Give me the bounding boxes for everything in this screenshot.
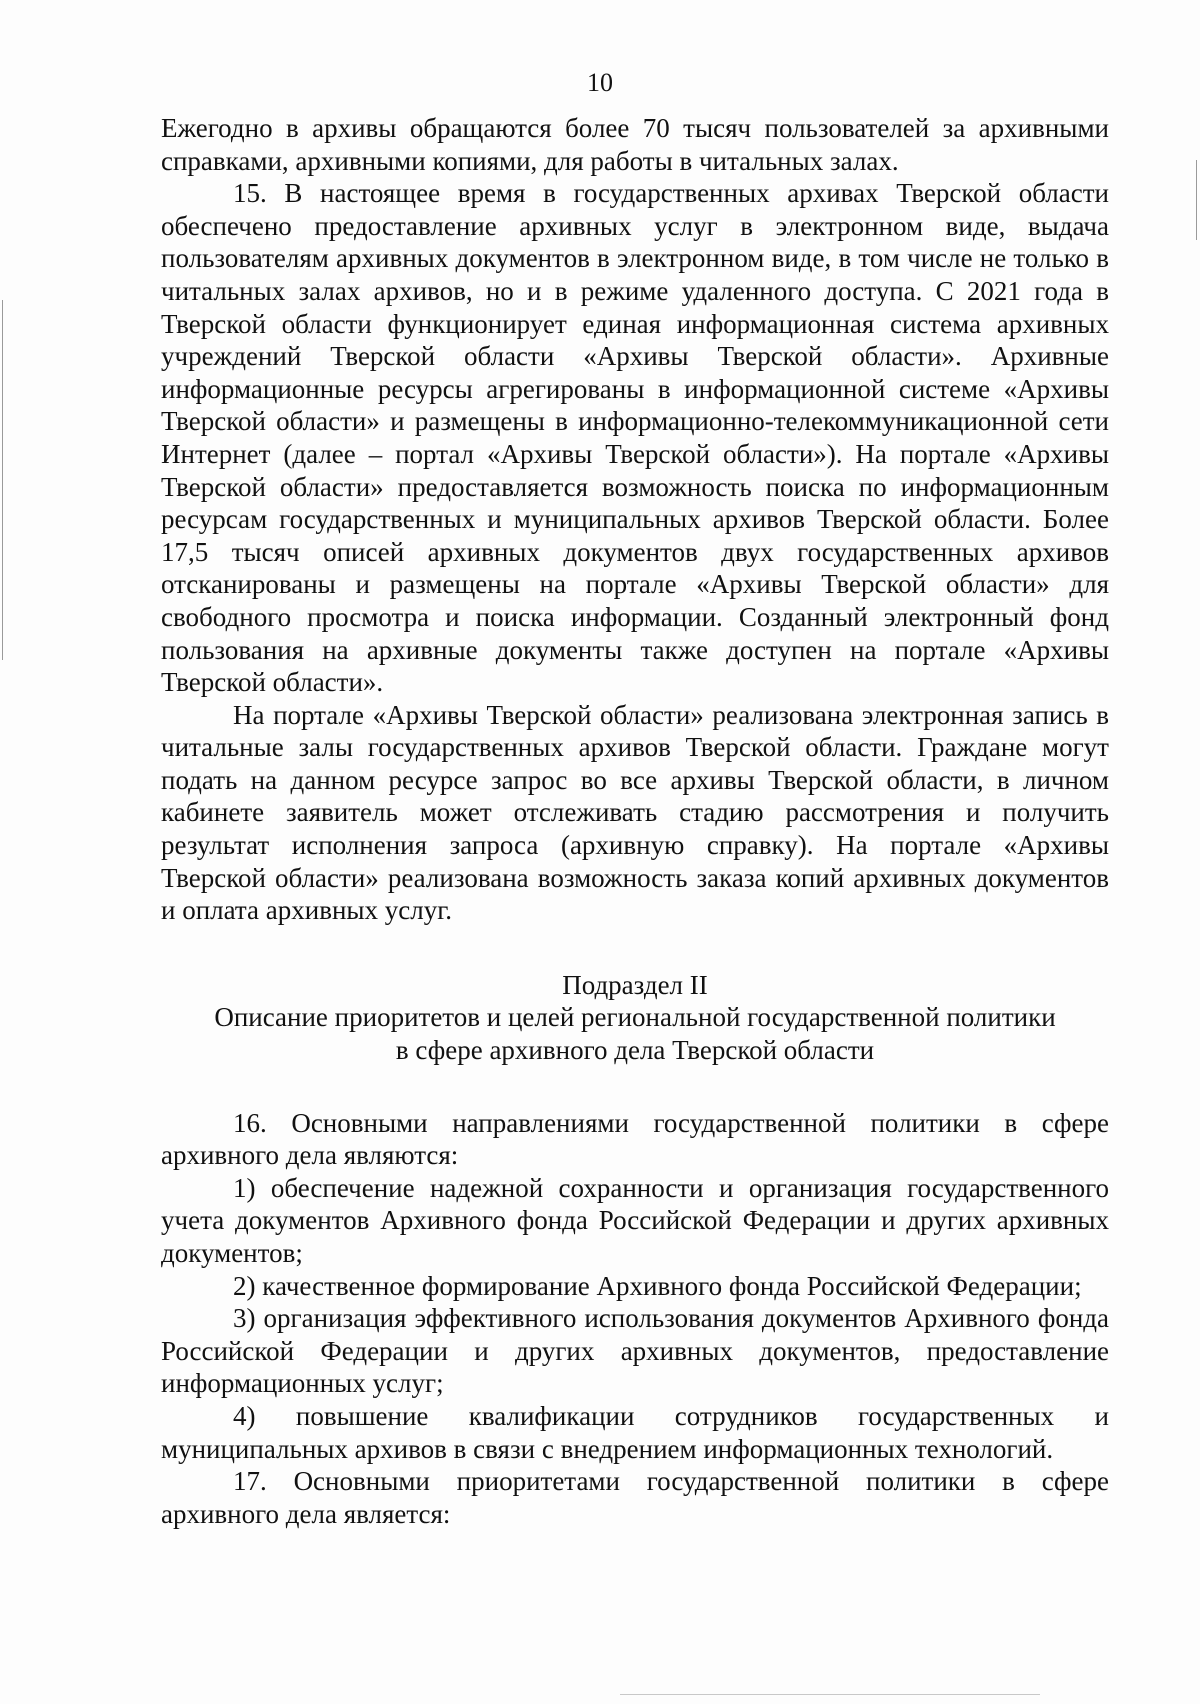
scan-bottom-mark <box>620 1694 1040 1695</box>
subsection-title-line-1: Описание приоритетов и целей региональной государственной политики <box>214 1002 1056 1033</box>
page-number: 10 <box>587 68 613 97</box>
document-body <box>161 112 1109 1530</box>
scan-edge-mark-right <box>1196 160 1197 240</box>
scan-edge-mark-left <box>2 300 3 660</box>
list-item-1: 1) обеспечение надежной сохранности и организация государственного учета документов Архивного фонда Российской Федерации и других архивных документов; <box>161 1172 1109 1268</box>
paragraph-1: Ежегодно в архивы обращаются более 70 тысяч пользователей за архивными справками, архивными копиями, для работы в читальных залах. <box>161 113 1109 176</box>
subsection-title-line-2: в сфере архивного дела Тверской области <box>395 1035 875 1066</box>
paragraph-17: 17. Основными приоритетами государственной политики в сфере архивного дела является: <box>161 1466 1109 1529</box>
paragraph-15: 15. В настоящее время в государственных архивах Тверской области обеспечено предоставление архивных услуг в электронном виде, выдача пользователям архивных документов в электронном виде, в том числе не только в читальных залах архивов, но и в режиме удаленного доступа. С 2021 года в Тверской области функционирует единая информационная система архивных учреждений Тверской области «Архивы Тверской области». Архивные информационные ресурсы агрегированы в информационной системе «Архивы Тверской области» и размещены в информационно-телекоммуникационной сети Интернет (далее – портал «Архивы Тверской области»). На портале «Архивы Тверской области» предоставляется возможность поиска по информационным ресурсам государственных и муниципальных архивов Тверской области. Более 17,5 тысяч описей архивных документов двух государственных архивов отсканированы и размещены на портале «Архивы Тверской области» для свободного просмотра и поиска информации. Созданный электронный фонд пользования на архивные документы также доступен на портале «Архивы Тверской области». <box>161 178 1109 698</box>
list-item-2: 2) качественное формирование Архивного фонда Российской Федерации; <box>233 1270 1082 1301</box>
paragraph-16: 16. Основными направлениями государственной политики в сфере архивного дела являются: <box>161 1107 1109 1171</box>
paragraph-portal: На портале «Архивы Тверской области» реализована электронная запись в читальные залы государственных архивов Тверской области. Граждане могут подать на данном ресурсе запрос во все архивы Тверской области, в личном кабинете заявитель может отслеживать стадию рассмотрения и получить результат исполнения запроса (архивную справку). На портале «Архивы Тверской области» реализована возможность заказа копий архивных документов и оплата архивных услуг. <box>161 699 1109 926</box>
subsection-label: Подраздел II <box>562 969 708 1000</box>
subsection-heading <box>161 969 1109 1067</box>
list-item-3: 3) организация эффективного использования документов Архивного фонда Российской Федерации и других архивных документов, предоставление информационных услуг; <box>161 1303 1109 1399</box>
list-item-4: 4) повышение квалификации сотрудников государственных и муниципальных архивов в связи с внедрением информационных технологий. <box>161 1400 1109 1464</box>
